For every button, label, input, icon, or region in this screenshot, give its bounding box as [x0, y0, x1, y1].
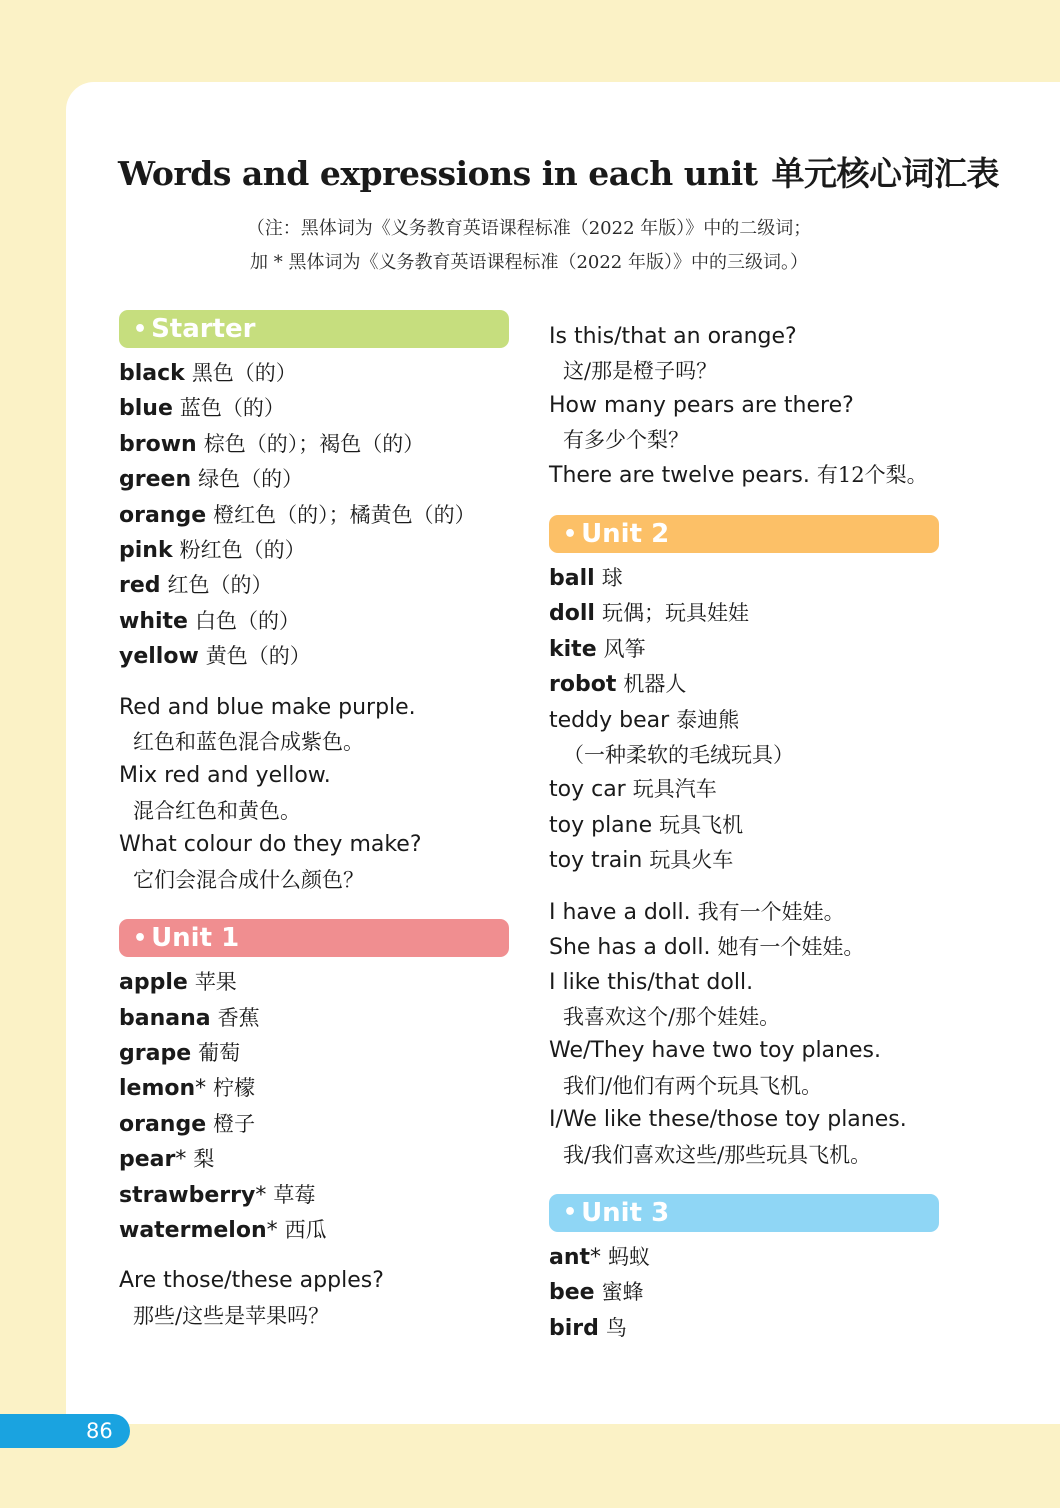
vocab-item: [549, 1275, 939, 1310]
vocab-item: [119, 1036, 509, 1071]
sentence-en: She has a doll.: [549, 935, 711, 961]
word-en: brown: [119, 431, 197, 457]
sentence-zh: 它们会混合成什么颜色？: [133, 867, 364, 892]
sentence-zh: 红色和蓝色混合成紫色。: [133, 730, 364, 755]
section-label: Unit 3: [581, 1197, 670, 1228]
vocab-item: [119, 1001, 509, 1036]
phrase-en: teddy bear: [549, 707, 670, 733]
vocab-item: [119, 1213, 509, 1248]
sentence-en: There are twelve pears.: [549, 462, 810, 488]
level-star: *: [175, 1147, 187, 1173]
word-zh: 西瓜: [284, 1217, 327, 1242]
vocab-item: [119, 604, 509, 639]
word-zh: 鸟: [605, 1315, 627, 1340]
vocab-item: [119, 965, 509, 1000]
word-en: bee: [549, 1280, 595, 1306]
word-en: orange: [119, 502, 207, 528]
word-en: watermelon: [119, 1217, 267, 1243]
word-zh: 黄色（的）: [205, 644, 311, 669]
word-en: pink: [119, 538, 173, 564]
section-header-starter: [119, 310, 509, 348]
word-zh: 机器人: [623, 672, 687, 697]
vocab-item: [119, 356, 509, 391]
vocab-item: [119, 533, 509, 568]
note-line: （注：黑体词为《义务教育英语课程标准（2022 年版）》中的二级词；: [246, 218, 812, 239]
vocab-item: [549, 596, 939, 631]
sentence-en: We/They have two toy planes.: [549, 1038, 881, 1064]
word-zh: 蜜蜂: [601, 1280, 644, 1305]
sentence-zh: 她有一个娃娃。: [717, 935, 865, 960]
phrase-note: （一种柔软的毛绒玩具）: [563, 743, 794, 768]
phrase-zh: 玩具飞机: [659, 812, 744, 837]
word-zh: 白色（的）: [194, 608, 300, 633]
bullet-icon: •: [133, 925, 148, 951]
vocab-item: [549, 1311, 939, 1346]
vocab-item: [549, 1240, 939, 1275]
sentence-en: I like this/that doll.: [549, 969, 754, 995]
word-en: kite: [549, 636, 597, 662]
word-zh: 粉红色（的）: [179, 538, 306, 563]
sentence-en: How many pears are there?: [549, 392, 854, 418]
word-en: black: [119, 361, 185, 386]
word-en: yellow: [119, 644, 199, 670]
word-zh: 风筝: [603, 636, 646, 661]
word-zh: 柠檬: [213, 1076, 256, 1101]
section-label: Starter: [151, 314, 256, 344]
sentence-zh: 混合红色和黄色。: [133, 798, 301, 823]
word-en: lemon: [119, 1076, 196, 1102]
sentence-en: What colour do they make?: [119, 832, 422, 858]
phrase-item: [549, 703, 939, 738]
bullet-icon: •: [133, 316, 148, 342]
word-en: orange: [119, 1111, 207, 1137]
word-zh: 棕色（的）；褐色（的）: [203, 431, 425, 456]
word-en: white: [119, 608, 188, 634]
vocab-item: [549, 632, 939, 667]
phrase-en: toy plane: [549, 812, 653, 838]
word-en: grape: [119, 1040, 192, 1066]
page-number: 86: [86, 1419, 113, 1443]
vocab-item: [119, 498, 509, 533]
vocab-item: [119, 1107, 509, 1142]
level-star: *: [590, 1244, 602, 1270]
vocab-item: [119, 568, 509, 603]
section-header-unit3: [549, 1194, 939, 1232]
phrase-zh: 玩具汽车: [632, 777, 717, 802]
word-zh: 梨: [193, 1147, 215, 1172]
sentence-en: Is this/that an orange?: [549, 324, 797, 349]
title-english: Words and expressions in each unit: [118, 154, 758, 193]
sentence-zh: 有12个梨。: [816, 462, 928, 487]
vocab-item: [119, 1071, 509, 1106]
phrase-zh: 玩具火车: [649, 848, 734, 873]
left-column: [119, 308, 509, 1333]
sentence-zh: 这/那是橙子吗？: [563, 359, 718, 384]
phrase-item: [549, 772, 939, 807]
phrase-en: toy car: [549, 777, 626, 803]
word-en: bird: [549, 1315, 599, 1341]
sentence-zh: 我喜欢这个/那个娃娃。: [563, 1004, 781, 1029]
word-en: apple: [119, 970, 188, 996]
level-star: *: [195, 1076, 207, 1102]
note-line: 加 * 黑体词为《义务教育英语课程标准（2022 年版）》中的三级词。）: [250, 252, 808, 273]
word-zh: 蓝色（的）: [179, 396, 285, 421]
vocab-item: [119, 1142, 509, 1177]
word-en: robot: [549, 672, 617, 698]
word-en: ant: [549, 1244, 591, 1270]
word-en: blue: [119, 396, 173, 422]
bullet-icon: •: [563, 521, 578, 547]
vocab-item: [549, 667, 939, 702]
word-en: banana: [119, 1005, 211, 1031]
section-header-unit1: [119, 919, 509, 957]
vocab-item: [119, 462, 509, 497]
bullet-icon: •: [563, 1200, 578, 1226]
note: [118, 212, 940, 280]
word-zh: 玩偶；玩具娃娃: [601, 601, 749, 626]
word-zh: 橙红色（的）；橘黄色（的）: [213, 502, 476, 527]
vocab-item: [119, 639, 509, 674]
level-star: *: [255, 1182, 267, 1208]
sentence-inline: [549, 930, 939, 965]
sentence-zh: 那些/这些是苹果吗？: [133, 1303, 330, 1328]
section-label: Unit 1: [151, 923, 240, 954]
sentence-zh: 我/我们喜欢这些/那些玩具飞机。: [563, 1142, 872, 1167]
section-header-unit2: [549, 515, 939, 553]
sentence-en: Red and blue make purple.: [119, 694, 416, 720]
word-en: doll: [549, 601, 595, 627]
word-zh: 橙子: [213, 1111, 256, 1136]
sentence-inline: [549, 895, 939, 930]
section-label: Unit 2: [581, 519, 670, 550]
sentence-inline: [549, 458, 939, 493]
word-zh: 绿色（的）: [198, 467, 304, 492]
vocab-item: [119, 427, 509, 462]
sentence-en: Are those/these apples?: [119, 1268, 384, 1294]
sentence-en: Mix red and yellow.: [119, 763, 331, 789]
sentence-zh: 我有一个娃娃。: [697, 899, 845, 924]
word-zh: 黑色（的）: [191, 361, 297, 385]
title-chinese: 单元核心词汇表: [771, 154, 999, 193]
word-en: red: [119, 573, 161, 599]
vocab-item: [119, 391, 509, 426]
page-title: [118, 150, 998, 198]
word-zh: 草莓: [273, 1182, 316, 1207]
vocab-item: [549, 561, 939, 596]
word-zh: 香蕉: [217, 1005, 260, 1030]
right-column: [549, 320, 939, 1346]
word-zh: 葡萄: [198, 1040, 241, 1065]
phrase-zh: 泰迪熊: [676, 707, 740, 732]
word-zh: 蚂蚁: [608, 1244, 651, 1269]
word-zh: 球: [601, 566, 623, 591]
sentence-zh: 我们/他们有两个玩具飞机。: [563, 1073, 823, 1098]
phrase-item: [549, 808, 939, 843]
phrase-item: [549, 843, 939, 878]
sentence-en: I/We like these/those toy planes.: [549, 1107, 907, 1133]
vocab-item: [119, 1178, 509, 1213]
sentence-zh: 有多少个梨？: [563, 428, 689, 453]
word-en: pear: [119, 1147, 176, 1173]
level-star: *: [266, 1217, 278, 1243]
sentence-en: I have a doll.: [549, 899, 691, 925]
word-zh: 苹果: [194, 970, 237, 995]
word-en: ball: [549, 566, 595, 592]
word-en: green: [119, 467, 192, 493]
phrase-en: toy train: [549, 848, 643, 874]
word-en: strawberry: [119, 1182, 256, 1208]
word-zh: 红色（的）: [167, 573, 273, 598]
